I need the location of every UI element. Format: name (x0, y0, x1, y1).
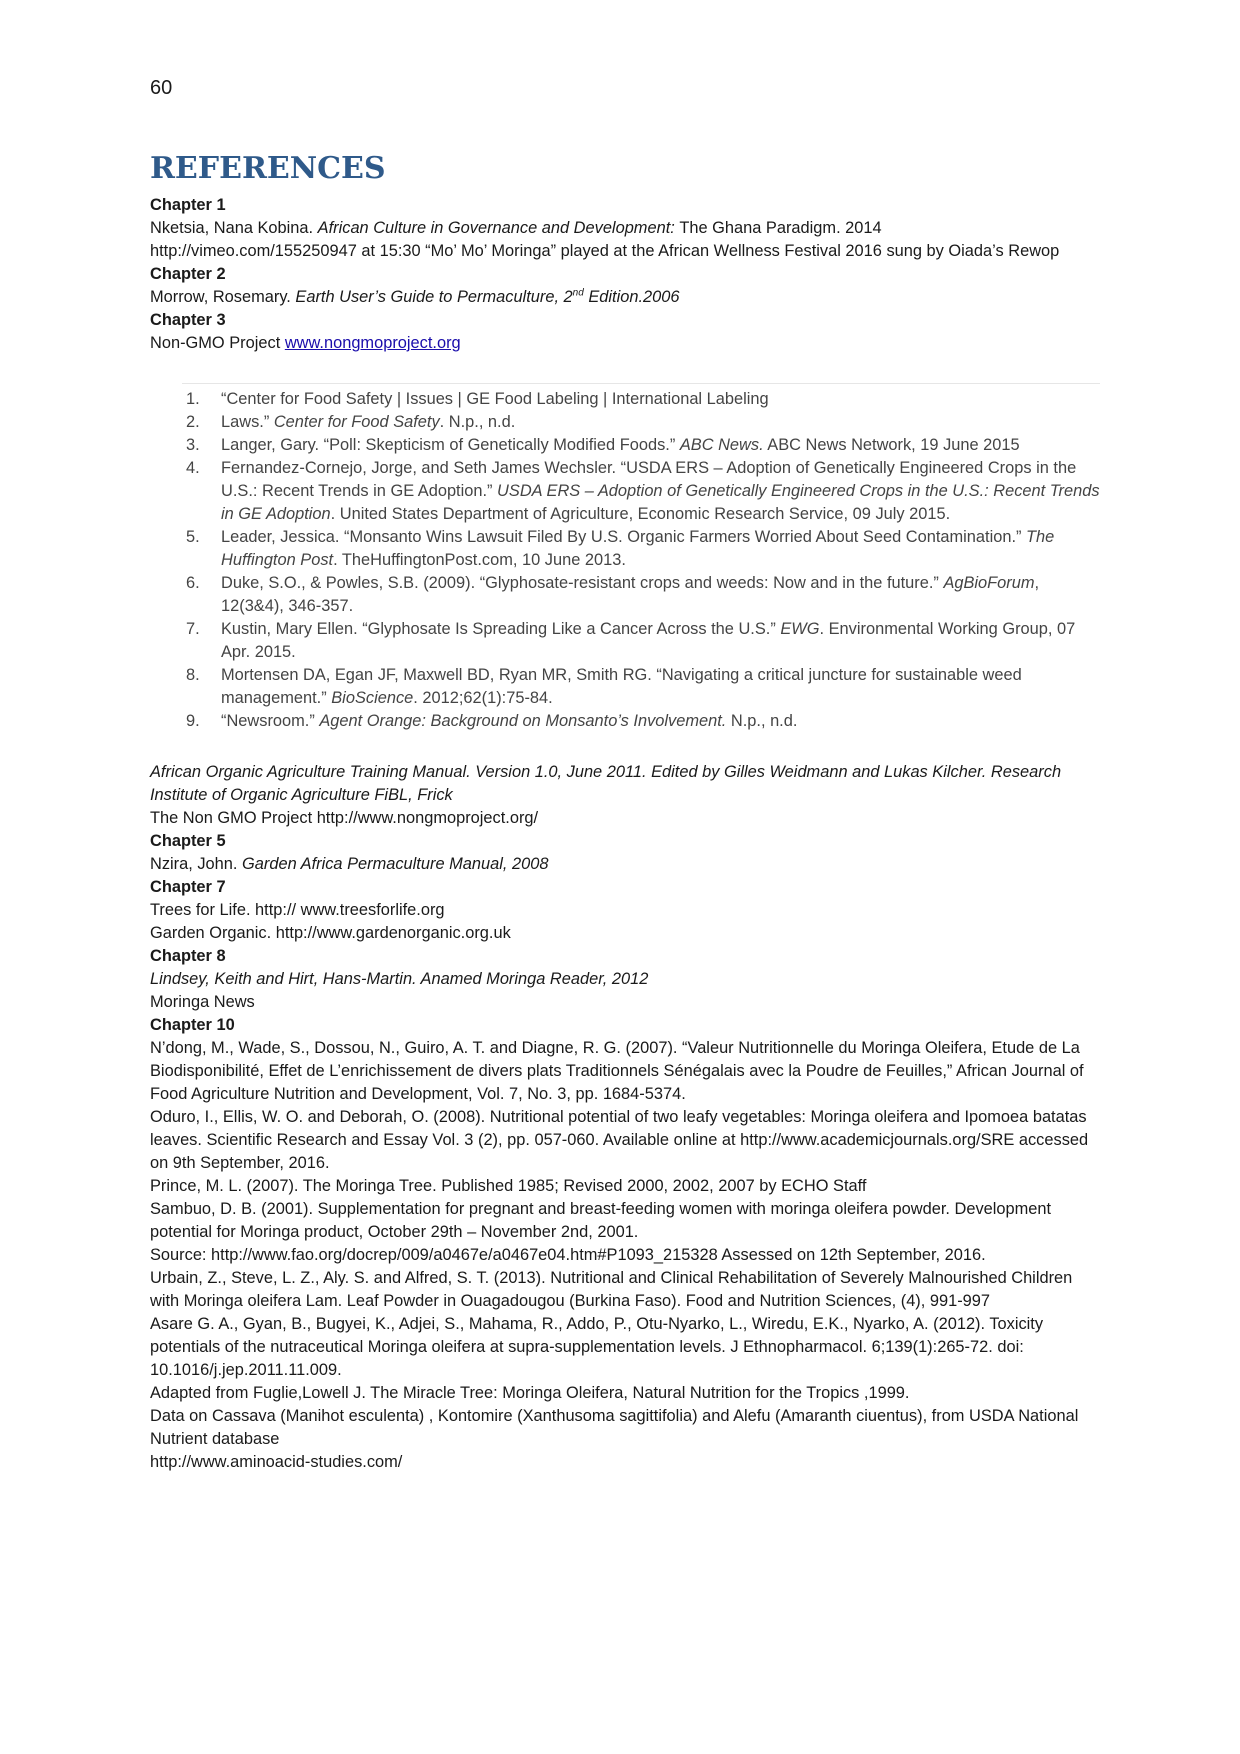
ref-title: Center for Food Safety (273, 413, 440, 431)
divider (182, 383, 1100, 384)
list-item (186, 434, 1100, 457)
reference-fuglie: Adapted from Fuglie,Lowell J. The Miracle Tree: Moringa Oleifera, Natural Nutrition for the Tropics ,1999. (150, 1384, 910, 1402)
ref-text: ABC News Network, 19 June 2015 (763, 436, 1020, 454)
reference-sambuo: Sambuo, D. B. (2001). Supplementation for pregnant and breast-feeding women with moringa oleifera powder. Development potential for Moringa product, October 29th – November 2nd, 2001. (150, 1200, 1052, 1241)
references-section (150, 150, 1100, 1474)
ref-text: . United States Department of Agriculture, Economic Research Service, 09 July 2015. (330, 505, 951, 523)
list-number: 8. (186, 666, 200, 684)
ref-title: African Culture in Governance and Development: (317, 219, 680, 237)
reference-oduro: Oduro, I., Ellis, W. O. and Deborah, O. (2008). Nutritional potential of two leafy vegetables: Moringa oleifera and Ipomoea batatas leaves. Scientific Research and Essay Vol. 3 (2), pp. 057-060. Available online at http://www.academicjournals.org/SRE accessed on 9th September, 2016. (150, 1108, 1089, 1172)
ref-title: EWG (780, 620, 820, 638)
ref-title: The Huffington Post (221, 528, 1055, 569)
chapter-10-heading: Chapter 10 (150, 1016, 235, 1034)
reference-nzira (150, 853, 1100, 876)
ref-text: . N.p., n.d. (439, 413, 516, 431)
list-item (186, 618, 1100, 664)
list-item (186, 572, 1100, 618)
numbered-reference-list (186, 388, 1100, 733)
list-item (186, 411, 1100, 434)
ref-text: . Environmental Working Group, 07 Apr. 2015. (221, 620, 1076, 661)
ref-text: Langer, Gary. “Poll: Skepticism of Genetically Modified Foods.” (221, 436, 680, 454)
chapter-7-heading: Chapter 7 (150, 878, 226, 896)
chapter-2-heading: Chapter 2 (150, 265, 226, 283)
chapter-8-heading: Chapter 8 (150, 947, 226, 965)
list-item (186, 457, 1100, 526)
ref-title: Agent Orange: Background on Monsanto’s Involvement. (319, 712, 727, 730)
reference-garden-organic: Garden Organic. http://www.gardenorganic.org.uk (150, 924, 511, 942)
ref-text: . TheHuffingtonPost.com, 10 June 2013. (333, 551, 626, 569)
reference-moringa-news: Moringa News (150, 993, 255, 1011)
list-item (186, 388, 1100, 411)
chapter-3-heading: Chapter 3 (150, 311, 226, 329)
reference-nongmo (150, 332, 1100, 355)
chapter-1-heading: Chapter 1 (150, 196, 226, 214)
reference-fao-source: Source: http://www.fao.org/docrep/009/a0467e/a0467e04.htm#P1093_215328 Assessed on 12th September, 2016. (150, 1246, 986, 1264)
list-number: 9. (186, 712, 200, 730)
ref-text: Nzira, John. (150, 855, 243, 873)
list-number: 1. (186, 390, 200, 408)
reference-aminoacid: http://www.aminoacid-studies.com/ (150, 1453, 403, 1471)
list-number: 2. (186, 413, 200, 431)
list-number: 4. (186, 459, 200, 477)
ref-title: Garden Africa Permaculture Manual, 2008 (242, 855, 549, 873)
chapter-5-heading: Chapter 5 (150, 832, 226, 850)
reference-ndong: N’dong, M., Wade, S., Dossou, N., Guiro, A. T. and Diagne, R. G. (2007). “Valeur Nutritionnelle du Moringa Oleifera, Etude de La Biodisponibilité, Effet de L’enrichissement de divers plats Traditionnels Sénégalais avec la Poudre de Feuilles,” African Journal of Food Agriculture Nutrition and Development, Vol. 7, No. 3, pp. 1684-5374. (150, 1039, 1084, 1103)
ref-text: Morrow, Rosemary. (150, 288, 296, 306)
ref-text: Mortensen DA, Egan JF, Maxwell BD, Ryan MR, Smith RG. “Navigating a critical juncture for sustainable weed management.” (221, 666, 1022, 707)
ref-text: The Ghana Paradigm. 2014 (679, 219, 882, 237)
list-item (186, 526, 1100, 572)
reference-lindsey: Lindsey, Keith and Hirt, Hans-Martin. Anamed Moringa Reader, 2012 (150, 970, 649, 988)
page-title: REFERENCES (150, 151, 386, 186)
ref-title (295, 288, 679, 306)
ref-title: ABC News. (679, 436, 764, 454)
reference-african-organic: African Organic Agriculture Training Manual. Version 1.0, June 2011. Edited by Gilles Weidmann and Lukas Kilcher. Research Institute of Organic Agriculture FiBL, Frick (150, 763, 1062, 804)
list-item (186, 710, 1100, 733)
list-number: 6. (186, 574, 200, 592)
ref-title: USDA ERS – Adoption of Genetically Engineered Crops in the U.S.: Recent Trends in GE Adoption (221, 482, 1100, 523)
ref-text: Nketsia, Nana Kobina. (150, 219, 318, 237)
page-number: 60 (150, 77, 173, 99)
ref-text: , 12(3&4), 346-357. (221, 574, 1040, 615)
ref-text: Leader, Jessica. “Monsanto Wins Lawsuit Filed By U.S. Organic Farmers Worried About Seed Contamination.” (221, 528, 1027, 546)
reference-non-gmo-site: The Non GMO Project http://www.nongmoproject.org/ (150, 809, 539, 827)
reference-nketsia (150, 217, 1100, 240)
ref-title: AgBioForum (943, 574, 1035, 592)
ref-text: Kustin, Mary Ellen. “Glyphosate Is Spreading Like a Cancer Across the U.S.” (221, 620, 781, 638)
ref-title-text: Edition.2006 (583, 288, 680, 306)
ref-text: Duke, S.O., & Powles, S.B. (2009). “Glyphosate-resistant crops and weeds: Now and in the future.” (221, 574, 944, 592)
ref-title-text: Earth User’s Guide to Permaculture, 2 (295, 288, 573, 306)
list-number: 5. (186, 528, 200, 546)
reference-vimeo: http://vimeo.com/155250947 at 15:30 “Mo’ Mo’ Moringa” played at the African Wellness Festival 2016 sung by Oiada’s Rewop (150, 242, 1060, 260)
reference-prince: Prince, M. L. (2007). The Moringa Tree. Published 1985; Revised 2000, 2002, 2007 by ECHO Staff (150, 1177, 867, 1195)
spacer (150, 733, 1100, 761)
list-number: 3. (186, 436, 200, 454)
ref-text: Laws.” (221, 413, 274, 431)
reference-urbain: Urbain, Z., Steve, L. Z., Aly. S. and Alfred, S. T. (2013). Nutritional and Clinical Rehabilitation of Severely Malnourished Children with Moringa oleifera Lam. Leaf Powder in Ouagadougou (Burkina Faso). Food and Nutrition Sciences, (4), 991-997 (150, 1269, 1073, 1310)
reference-usda-data: Data on Cassava (Manihot esculenta) , Kontomire (Xanthusoma sagittifolia) and Alefu (Amaranth ciuentus), from USDA National Nutrient database (150, 1407, 1079, 1448)
ref-text: “Newsroom.” (221, 712, 320, 730)
ref-title: BioScience (331, 689, 414, 707)
ref-text: Non-GMO Project (150, 334, 285, 352)
ref-text: . 2012;62(1):75-84. (413, 689, 553, 707)
list-item (186, 664, 1100, 710)
ref-superscript: nd (572, 287, 584, 299)
list-number: 7. (186, 620, 200, 638)
ref-text: “Center for Food Safety | Issues | GE Food Labeling | International Labeling (221, 390, 769, 408)
reference-asare: Asare G. A., Gyan, B., Bugyei, K., Adjei, S., Mahama, R., Addo, P., Otu-Nyarko, L., Wiredu, E.K., Nyarko, A. (2012). Toxicity potentials of the nutraceutical Moringa oleifera at supra-supplementation levels. J Ethnopharmacol. 6;139(1):265-72. doi: 10.1016/j.jep.2011.11.009. (150, 1315, 1044, 1379)
reference-morrow (150, 286, 1100, 309)
ref-text: N.p., n.d. (726, 712, 798, 730)
ref-text: Fernandez-Cornejo, Jorge, and Seth James Wechsler. “USDA ERS – Adoption of Genetically Engineered Crops in the U.S.: Recent Trends in GE Adoption.” (221, 459, 1077, 500)
reference-trees-for-life: Trees for Life. http:// www.treesforlife.org (150, 901, 445, 919)
nongmo-link[interactable]: www.nongmoproject.org (284, 334, 461, 352)
